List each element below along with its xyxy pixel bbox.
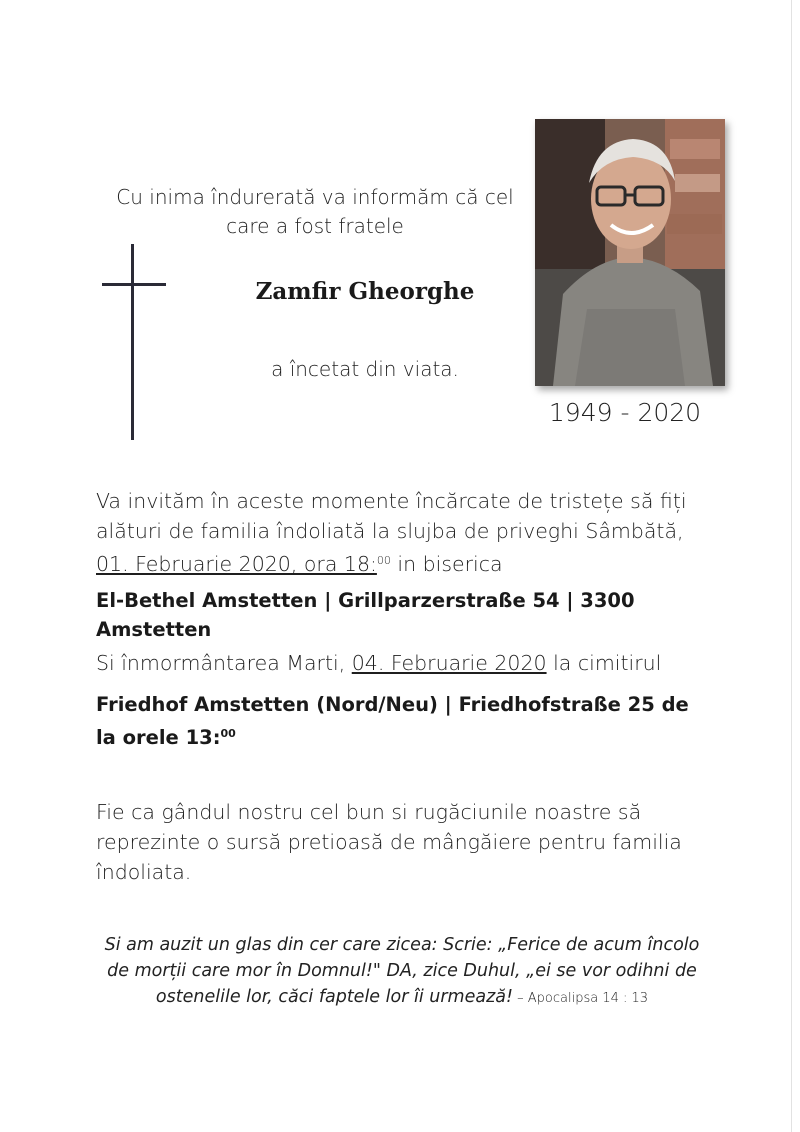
closing-paragraph: Fie ca gândul nostru cel bun si rugăciunile noastre să reprezinte o sursă pretioasă de mângăiere pentru familia îndoliata.	[96, 800, 682, 884]
deceased-name: Zamfir Gheorghe	[255, 278, 475, 305]
cross-icon-bar	[102, 283, 166, 286]
church-street: Grillparzerstraße 54	[338, 589, 560, 612]
page-edge	[791, 0, 792, 1132]
verse-dash: –	[513, 991, 528, 1006]
church-name: El-Bethel Amstetten	[96, 589, 318, 612]
cemetery-minutes: 00	[220, 727, 236, 740]
cemetery-location	[96, 690, 696, 752]
invitation-text: Va invităm în aceste momente încărcate de tristețe să fiți alături de familia îndoliată la slujba de priveghi Sâmbătă,	[96, 489, 687, 543]
bible-verse	[92, 932, 712, 1012]
portrait-photo	[535, 119, 725, 386]
cemetery-address: Friedhofstraße 25 de la orele 13:	[96, 693, 689, 749]
invitation-paragraph	[96, 486, 736, 579]
church-city: 3300 Amstetten	[96, 589, 635, 641]
separator: |	[317, 589, 339, 612]
separator: |	[437, 693, 459, 716]
burial-date: 04. Februarie 2020	[351, 651, 547, 675]
ceased-text: a încetat din viata.	[271, 357, 459, 381]
burial-paragraph	[96, 651, 736, 675]
separator: |	[559, 589, 581, 612]
wake-datetime: 01. Februarie 2020, ora 18:	[96, 552, 377, 576]
cemetery-name: Friedhof Amstetten (Nord/Neu)	[96, 693, 438, 716]
life-years: 1949 - 2020	[548, 398, 702, 427]
cross-icon	[131, 244, 134, 440]
verse-text: Si am auzit un glas din cer care zicea: Scrie: „Ferice de acum încolo de morții care mor în Domnul!" DA, zice Duhul, „ei se vor odihni de ostenelile lor, căci faptele lor îi urmează!	[104, 935, 700, 1007]
burial-suffix: la cimitirul	[546, 651, 662, 675]
intro-text: Cu inima îndurerată va informăm că cel care a fost fratele	[116, 185, 514, 238]
invitation-suffix: in biserica	[390, 552, 503, 576]
church-location	[96, 586, 656, 644]
wake-minutes: 00	[376, 554, 391, 567]
burial-prefix: Si înmormântarea Marti,	[96, 651, 352, 675]
verse-reference: Apocalipsa 14 : 13	[527, 991, 649, 1006]
